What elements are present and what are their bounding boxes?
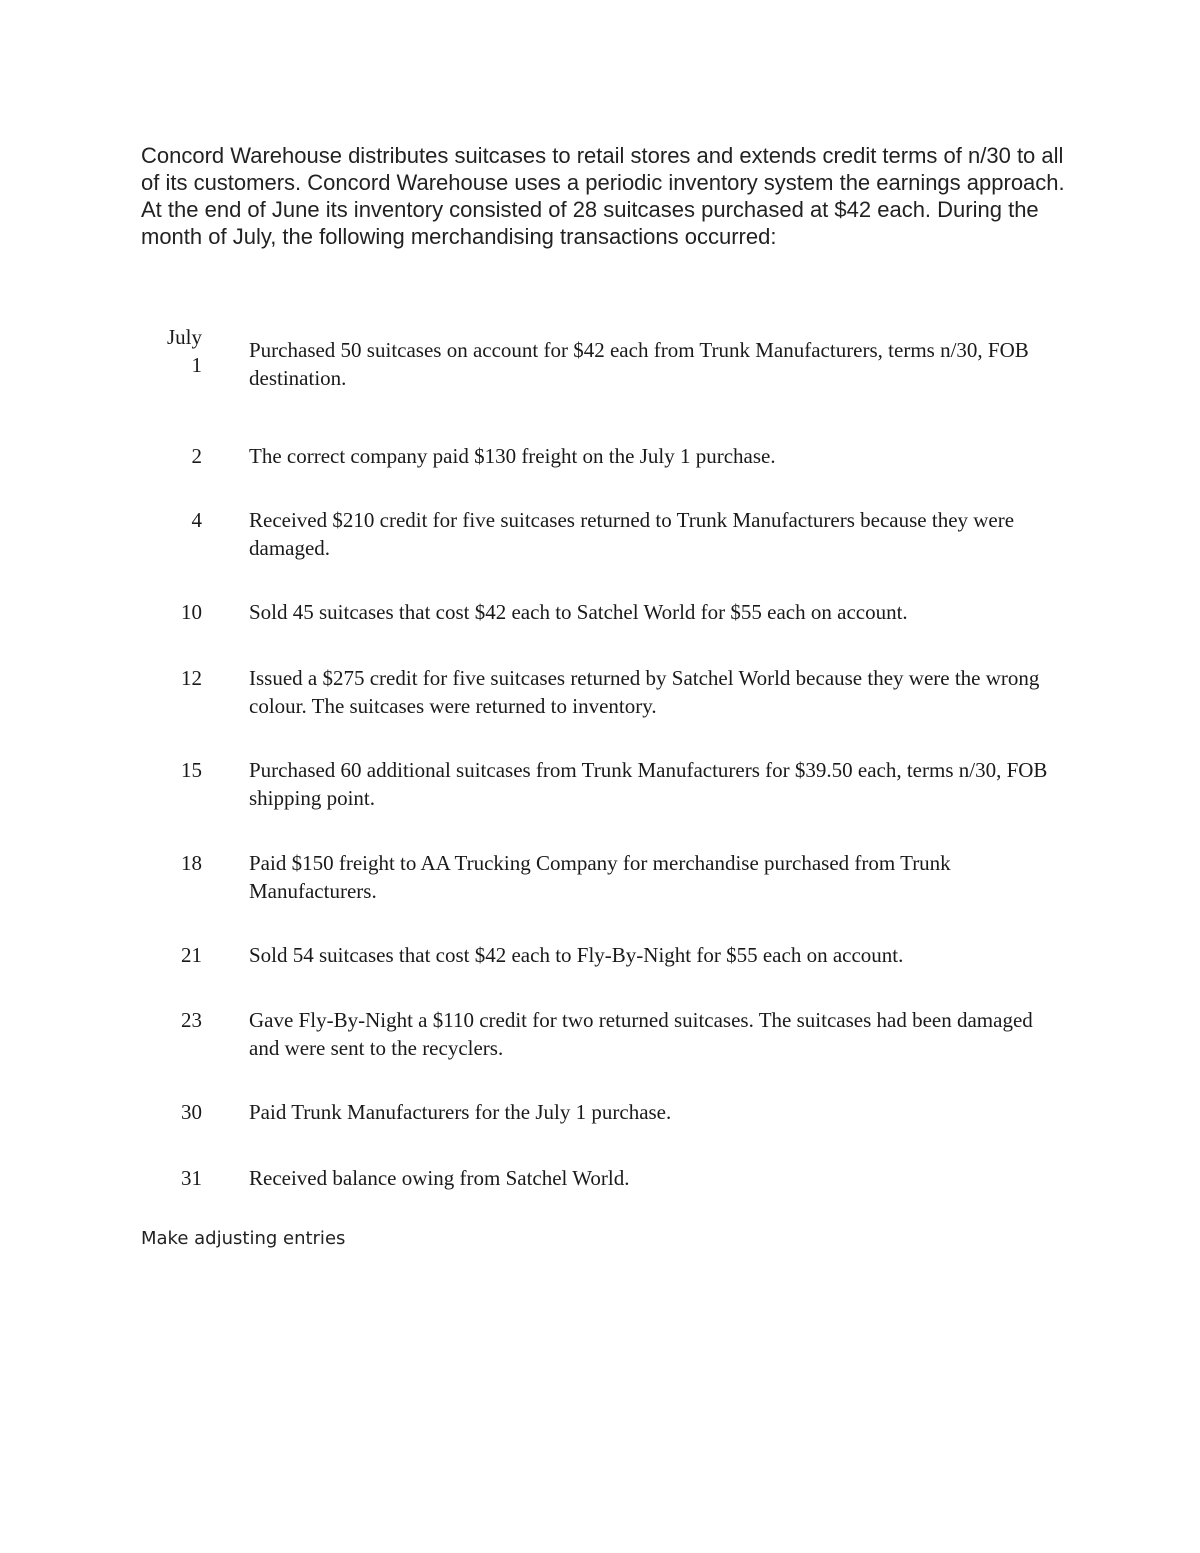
entry-day: 10 xyxy=(181,600,202,624)
entry-description: Paid Trunk Manufacturers for the July 1 purchase. xyxy=(249,1100,672,1124)
entry-description: The correct company paid $130 freight on the July 1 purchase. xyxy=(249,444,776,468)
entry-day: 31 xyxy=(181,1166,202,1190)
intro-paragraph xyxy=(141,142,1071,250)
entry-day: 12 xyxy=(181,666,202,690)
entry-day: 30 xyxy=(181,1100,202,1124)
entry-description: Received balance owing from Satchel World. xyxy=(249,1166,630,1190)
entry-day: 15 xyxy=(181,758,202,782)
entry-day: 23 xyxy=(181,1008,202,1032)
entry-day: 4 xyxy=(191,508,202,532)
month-label: July xyxy=(166,325,202,349)
entry-description: Issued a $275 credit for five suitcases returned by Satchel World because they were the wrong colour. The suitcases were returned to inventory. xyxy=(249,666,1040,718)
entry-day: 2 xyxy=(191,444,202,468)
entry-day: 18 xyxy=(181,851,202,875)
entry-description: Paid $150 freight to AA Trucking Company for merchandise purchased from Trunk Manufacturers. xyxy=(249,851,951,903)
entry-description: Purchased 60 additional suitcases from Trunk Manufacturers for $39.50 each, terms n/30, FOB shipping point. xyxy=(249,758,1048,810)
intro-text: Concord Warehouse distributes suitcases to retail stores and extends credit terms of n/30 to all of its customers. Concord Warehouse uses a periodic inventory system the earnings approach. At the end of June its inventory consisted of 28 suitcases purchased at $42 each. During the month of July, the following merchandising transactions occurred: xyxy=(141,143,1065,249)
entry-day: 1 xyxy=(191,353,202,377)
entry-description: Gave Fly-By-Night a $110 credit for two returned suitcases. The suitcases had been damaged and were sent to the recyclers. xyxy=(249,1008,1033,1060)
entry-description: Sold 45 suitcases that cost $42 each to Satchel World for $55 each on account. xyxy=(249,600,908,624)
entry-description: Purchased 50 suitcases on account for $42 each from Trunk Manufacturers, terms n/30, FOB destination. xyxy=(249,338,1029,390)
entry-description: Sold 54 suitcases that cost $42 each to Fly-By-Night for $55 each on account. xyxy=(249,943,904,967)
entry-day: 21 xyxy=(181,943,202,967)
instruction-text: Make adjusting entries xyxy=(141,1228,346,1249)
entry-description: Received $210 credit for five suitcases returned to Trunk Manufacturers because they were damaged. xyxy=(249,508,1015,560)
first-entry-date xyxy=(140,323,202,379)
